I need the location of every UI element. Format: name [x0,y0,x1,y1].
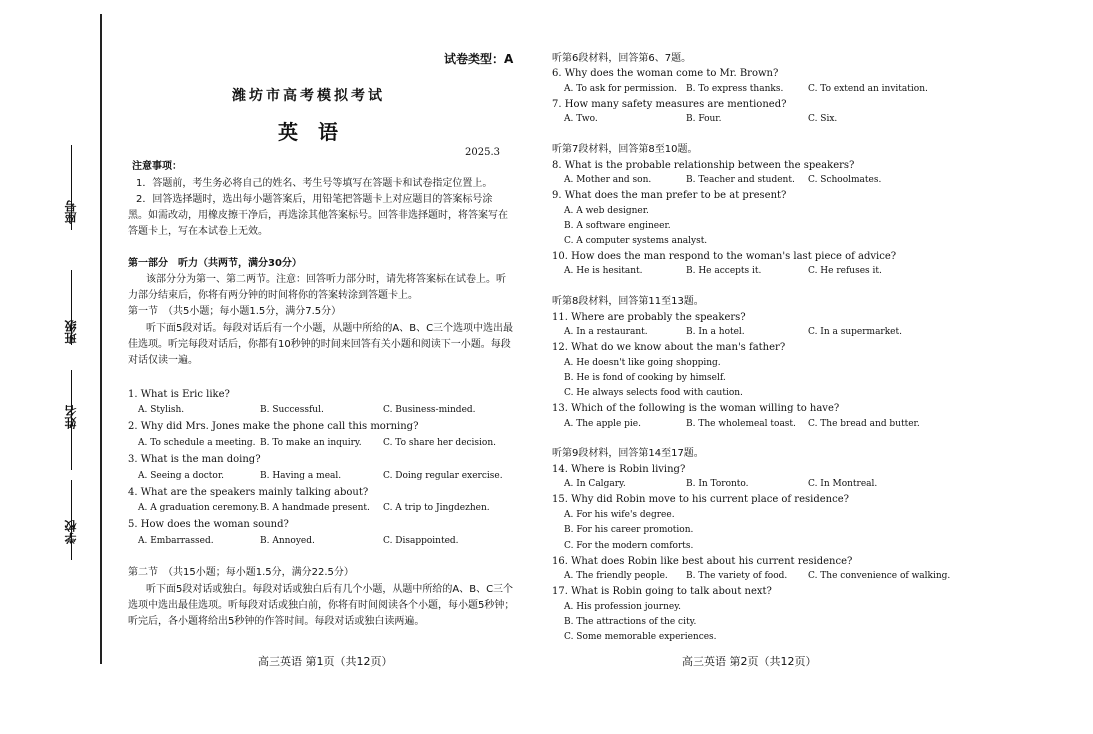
q16-option-a: A. The friendly people. [564,571,668,581]
question-15: 15. Why did Robin move to his current place of residence? [552,494,849,505]
name-label: 姓名 [64,405,78,429]
q13-option-a: A. The apple pie. [564,419,641,429]
paper-type: 试卷类型：A [444,52,514,66]
question-8: 8. What is the probable relationship between the speakers? [552,160,855,171]
class-label: 班级 [64,320,78,344]
q5-option-c: C. Disappointed. [383,536,459,546]
question-17: 17. What is Robin going to talk about next? [552,586,772,597]
material-7-heading: 听第7段材料，回答第8至10题。 [552,144,698,155]
school-label: 学校 [64,520,78,544]
note-line-1: 1．答题前，考生务必将自己的姓名、考生号等填写在答题卡和试卷指定位置上。 [136,178,493,189]
section1-title: 第一节 （共5小题；每小题1.5分，满分7.5分） [128,306,342,317]
q16-option-b: B. The variety of food. [686,571,788,581]
q10-option-a: A. He is hesitant. [564,266,643,276]
q6-option-b: B. To express thanks. [686,84,784,94]
section1-desc-3: 对话仅读一遍。 [128,355,198,366]
q2-option-b: B. To make an inquiry. [260,438,362,448]
q6-option-c: C. To extend an invitation. [808,84,928,94]
q9-option-b: B. A software engineer. [564,221,671,231]
question-16: 16. What does Robin like best about his current residence? [552,556,853,567]
q16-option-c: C. The convenience of walking. [808,571,951,581]
question-14: 14. Where is Robin living? [552,464,686,475]
question-9: 9. What does the man prefer to be at present? [552,190,787,201]
q4-option-b: B. A handmade present. [260,503,370,513]
q13-option-c: C. The bread and butter. [808,419,920,429]
q7-option-a: A. Two. [564,114,598,124]
q11-option-a: A. In a restaurant. [564,327,648,337]
q5-option-a: A. Embarrassed. [138,536,214,546]
q6-option-a: A. To ask for permission. [564,84,678,94]
section2-desc-3: 听完后，各小题将给出5秒钟的作答时间。每段对话或独白读两遍。 [128,616,425,627]
q14-option-c: C. In Montreal. [808,479,878,489]
footer-page-1: 高三英语 第1页（共12页） [258,655,393,668]
question-1: 1. What is Eric like? [128,389,230,400]
q3-option-c: C. Doing regular exercise. [383,471,503,481]
q1-option-c: C. Business-minded. [383,405,476,415]
q15-option-a: A. For his wife's degree. [564,510,675,520]
question-7: 7. How many safety measures are mentioned? [552,99,787,110]
q10-option-c: C. He refuses it. [808,266,882,276]
section2-title: 第二节 （共15小题；每小题1.5分，满分22.5分） [128,567,354,578]
q2-option-c: C. To share her decision. [383,438,497,448]
question-6: 6. Why does the woman come to Mr. Brown? [552,68,779,79]
question-3: 3. What is the man doing? [128,454,261,465]
q11-option-b: B. In a hotel. [686,327,745,337]
exam-date: 2025.3 [465,147,500,158]
q14-option-b: B. In Toronto. [686,479,749,489]
q10-option-b: B. He accepts it. [686,266,762,276]
q7-option-c: C. Six. [808,114,838,124]
q9-option-c: C. A computer systems analyst. [564,236,708,246]
question-12: 12. What do we know about the man's father? [552,342,786,353]
q1-option-b: B. Successful. [260,405,324,415]
q3-option-a: A. Seeing a doctor. [138,471,224,481]
q12-option-a: A. He doesn't like going shopping. [564,358,721,368]
seat-label: 座号 [64,200,78,224]
q14-option-a: A. In Calgary. [564,479,626,489]
note-line-2: 2．回答选择题时，选出每小题答案后，用铅笔把答题卡上对应题目的答案标号涂 [136,194,493,205]
material-6-heading: 听第6段材料，回答第6、7题。 [552,53,692,64]
question-11: 11. Where are probably the speakers? [552,312,746,323]
question-5: 5. How does the woman sound? [128,519,289,530]
section2-desc-1: 听下面5段对话或独白。每段对话或独白后有几个小题，从题中所给的A、B、C三个 [146,584,514,595]
q12-option-b: B. He is fond of cooking by himself. [564,373,726,383]
binding-line [100,14,102,664]
q3-option-b: B. Having a meal. [260,471,342,481]
q17-option-b: B. The attractions of the city. [564,617,697,627]
part1-title: 第一部分 听力（共两节，满分30分） [128,258,302,269]
exam-title: 潍坊市高考模拟考试 [232,88,385,104]
footer-page-2: 高三英语 第2页（共12页） [682,655,817,668]
q7-option-b: B. Four. [686,114,722,124]
note-line-3: 黑。如需改动，用橡皮擦干净后，再选涂其他答案标号。回答非选择题时，将答案写在 [128,210,508,221]
notes-title: 注意事项： [132,161,182,172]
q5-option-b: B. Annoyed. [260,536,315,546]
section1-desc-2: 佳选项。听完每段对话后，你都有10秒钟的时间来回答有关小题和阅读下一小题。每段 [128,339,511,350]
q2-option-a: A. To schedule a meeting. [138,438,256,448]
q1-option-a: A. Stylish. [138,405,185,415]
note-line-4: 答题卡上，写在本试卷上无效。 [128,226,268,237]
q17-option-c: C. Some memorable experiences. [564,632,717,642]
q8-option-a: A. Mother and son. [564,175,652,185]
q13-option-b: B. The wholemeal toast. [686,419,796,429]
q8-option-c: C. Schoolmates. [808,175,882,185]
subject-title: 英 语 [278,120,338,144]
q11-option-c: C. In a supermarket. [808,327,902,337]
question-10: 10. How does the man respond to the woman's last piece of advice? [552,251,897,262]
material-8-heading: 听第8段材料，回答第11至13题。 [552,296,704,307]
q17-option-a: A. His profession journey. [564,602,681,612]
q15-option-b: B. For his career promotion. [564,525,694,535]
section1-desc-1: 听下面5段对话。每段对话后有一个小题，从题中所给的A、B、C三个选项中选出最 [146,323,514,334]
part1-desc-1: 该部分分为第一、第二两节。注意：回答听力部分时，请先将答案标在试卷上。听 [146,274,506,285]
q15-option-c: C. For the modern comforts. [564,541,694,551]
question-4: 4. What are the speakers mainly talking about? [128,487,369,498]
part1-desc-2: 力部分结束后，你将有两分钟的时间将你的答案转涂到答题卡上。 [128,290,418,301]
q4-option-a: A. A graduation ceremony. [138,503,259,513]
material-9-heading: 听第9段材料，回答第14至17题。 [552,448,704,459]
q12-option-c: C. He always selects food with caution. [564,388,743,398]
q9-option-a: A. A web designer. [564,206,649,216]
question-13: 13. Which of the following is the woman willing to have? [552,403,840,414]
q8-option-b: B. Teacher and student. [686,175,795,185]
section2-desc-2: 选项中选出最佳选项。听每段对话或独白前，你将有时间阅读各个小题，每小题5秒钟； [128,600,515,611]
question-2: 2. Why did Mrs. Jones make the phone call this morning? [128,421,419,432]
q4-option-c: C. A trip to Jingdezhen. [383,503,490,513]
